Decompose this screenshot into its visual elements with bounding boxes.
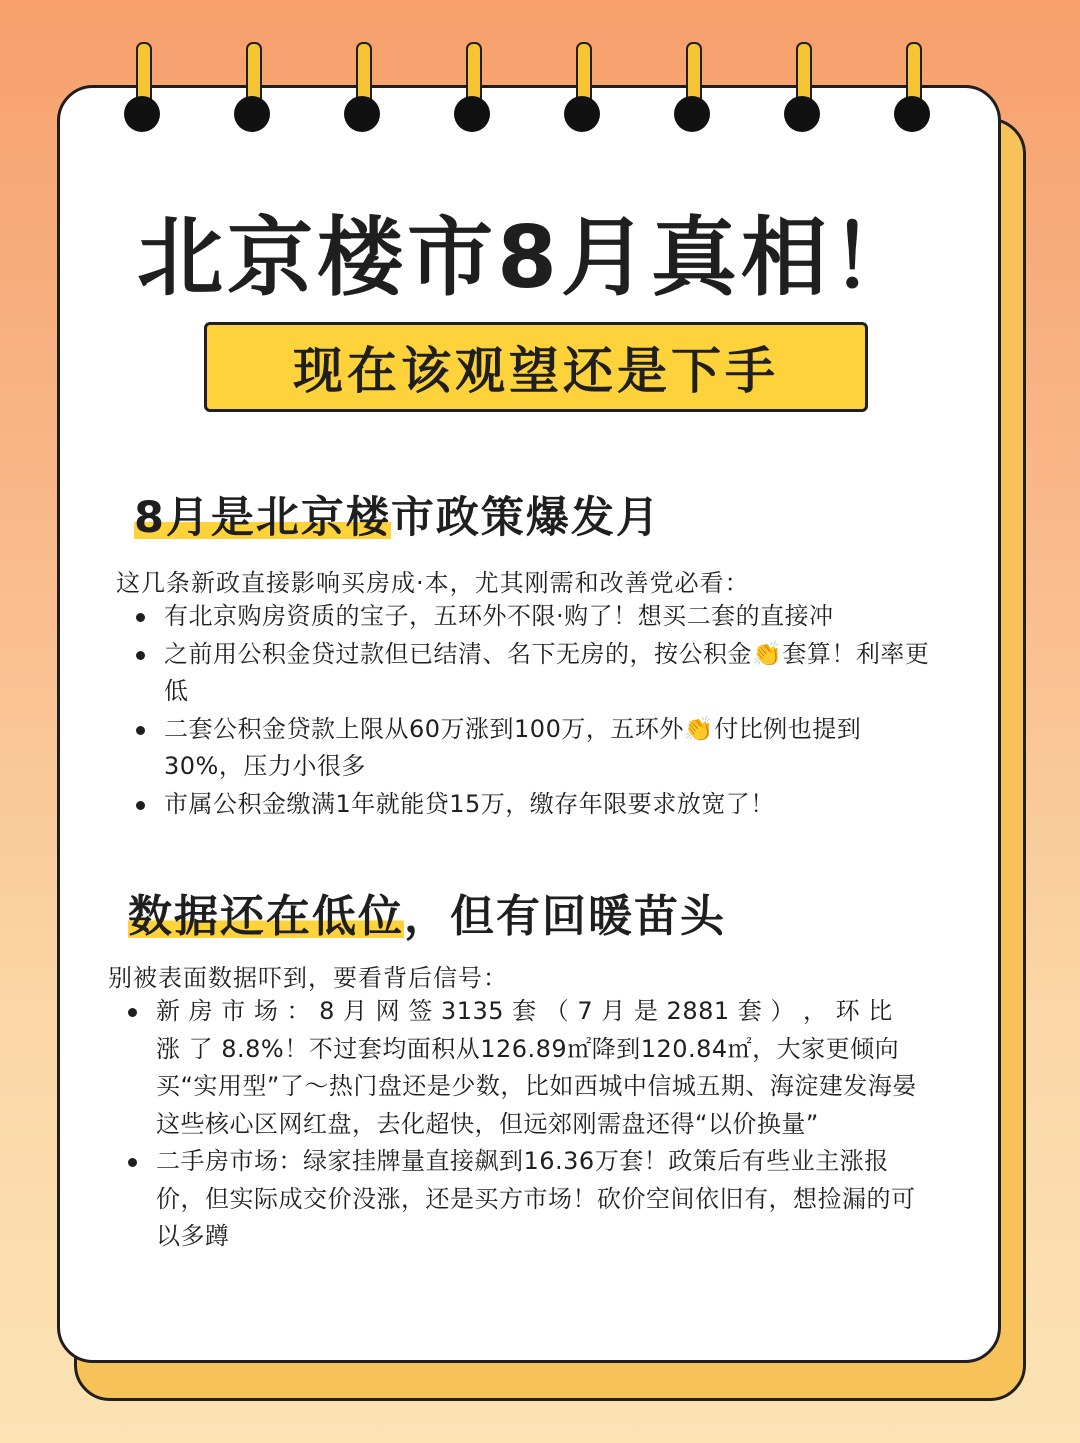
binding-ring (784, 0, 824, 100)
spiral-binding (0, 0, 1080, 140)
section-intro-data: 别被表面数据吓到，要看背后信号： (108, 964, 508, 992)
heading-highlight: 8月是北京楼 (134, 493, 391, 543)
bullet-dot (136, 651, 145, 660)
section-intro-policy: 这几条新政直接影响买房成·本，尤其刚需和改善党必看： (116, 569, 750, 597)
list-item (136, 598, 936, 636)
heading-highlight: 数据还在低位 (128, 891, 404, 942)
binding-ring (124, 0, 164, 100)
binding-ring (344, 0, 384, 100)
list-item-text: 二手房市场：绿家挂牌量直接飙到16.36万套！政策后有些业主涨报价，但实际成交价没涨，还是买方市场！砍价空间依旧有，想捡漏的可以多蹲 (156, 1147, 916, 1250)
bullet-dot (128, 1008, 137, 1017)
bullet-dot (136, 726, 145, 735)
page-title: 北京楼市8月真相！ (137, 208, 921, 308)
market-bullet-list (128, 993, 924, 1256)
binding-ring (234, 0, 274, 100)
section-heading-policy (134, 484, 661, 545)
subtitle-banner (204, 322, 868, 412)
heading-rest: ，但有回暖苗头 (404, 891, 726, 942)
list-item-text: 二套公积金贷款上限从60万涨到100万，五环外👏付比例也提到30%，压力小很多 (164, 714, 862, 780)
list-item-text: 有北京购房资质的宝子，五环外不限·购了！想买二套的直接冲 (164, 602, 834, 630)
subtitle-text: 现在该观望还是下手 (293, 342, 779, 400)
list-item (136, 786, 936, 824)
bullet-dot (128, 1158, 137, 1167)
binding-ring (674, 0, 714, 100)
list-item (136, 636, 936, 711)
policy-bullet-list (136, 598, 936, 823)
list-item (128, 993, 924, 1143)
list-item (136, 711, 936, 786)
list-item (128, 1143, 924, 1256)
binding-ring (894, 0, 934, 100)
bullet-dot (136, 613, 145, 622)
list-item-text: 之前用公积金贷过款但已结清、名下无房的，按公积金👏套算！利率更低 (164, 639, 930, 705)
binding-ring (564, 0, 604, 100)
heading-rest: 市政策爆发月 (390, 493, 661, 543)
section-heading-data (128, 880, 726, 944)
bullet-dot (136, 801, 145, 810)
list-item-text: 新 房 市 场 ： 8 月 网 签 3135 套 （ 7 月 是 2881 套 ） ， 环 比 涨 了 8.8%！不过套均面积从126.89㎡降到120.84㎡，大家更倾向买“实用型”了～热门盘还是少数，比如西城中信城五期、海淀建发海晏这些核心区网红盘，去化超快，但远郊刚需盘还得“以价换量” (156, 997, 917, 1138)
list-item-text: 市属公积金缴满1年就能贷15万，缴存年限要求放宽了！ (164, 789, 775, 818)
binding-ring (454, 0, 494, 100)
